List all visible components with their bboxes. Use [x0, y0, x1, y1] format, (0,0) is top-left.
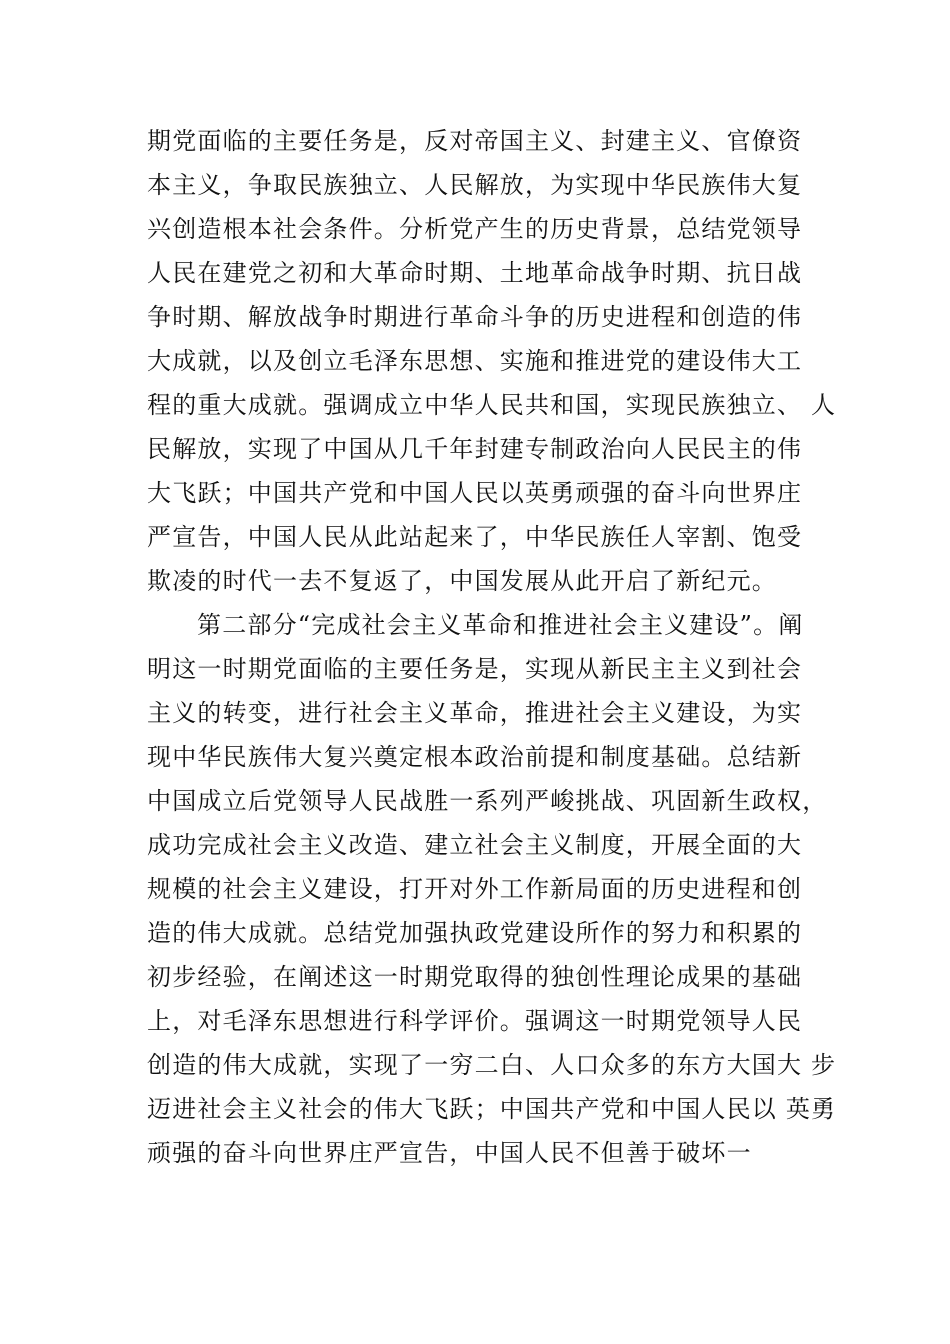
- body-text-line: 规模的社会主义建设，打开对外工作新局面的历史进程和创: [147, 875, 803, 903]
- body-text-line: 初步经验，在阐述这一时期党取得的独创性理论成果的基础: [147, 963, 803, 991]
- body-text-line: 创造的伟大成就，实现了一穷二白、人口众多的东方大国大 步: [147, 1051, 837, 1079]
- body-text-line: 程的重大成就。强调成立中华人民共和国，实现民族独立、 人: [147, 391, 837, 419]
- body-text-line: 顽强的奋斗向世界庄严宣告，中国人民不但善于破坏一: [147, 1139, 752, 1167]
- body-text-line: 欺凌的时代一去不复返了，中国发展从此开启了新纪元。: [147, 567, 777, 595]
- body-text-line: 迈进社会主义社会的伟大飞跃；中国共产党和中国人民以 英勇: [147, 1095, 837, 1123]
- body-text-line: 本主义，争取民族独立、人民解放，为实现中华民族伟大复: [147, 171, 803, 199]
- body-text-line: 民解放，实现了中国从几千年封建专制政治向人民民主的伟: [147, 435, 803, 463]
- body-text-line: 大飞跃；中国共产党和中国人民以英勇顽强的奋斗向世界庄: [147, 479, 803, 507]
- body-text-line: 现中华民族伟大复兴奠定根本政治前提和制度基础。总结新: [147, 743, 803, 771]
- body-text-line: 明这一时期党面临的主要任务是，实现从新民主主义到社会: [147, 655, 803, 683]
- body-text-line: 中国成立后党领导人民战胜一系列严峻挑战、巩固新生政权，: [147, 787, 828, 815]
- body-text-line: 主义的转变，进行社会主义革命，推进社会主义建设，为实: [147, 699, 803, 727]
- body-text-line: 大成就，以及创立毛泽东思想、实施和推进党的建设伟大工: [147, 347, 803, 375]
- body-text-line: 造的伟大成就。总结党加强执政党建设所作的努力和积累的: [147, 919, 803, 947]
- paragraph-heading-line: 第二部分“完成社会主义革命和推进社会主义建设”。阐: [197, 611, 804, 639]
- body-text-line: 上，对毛泽东思想进行科学评价。强调这一时期党领导人民: [147, 1007, 803, 1035]
- body-text-line: 兴创造根本社会条件。分析党产生的历史背景，总结党领导: [147, 215, 803, 243]
- body-text-line: 严宣告，中国人民从此站起来了，中华民族任人宰割、饱受: [147, 523, 803, 551]
- body-text-line: 期党面临的主要任务是，反对帝国主义、封建主义、官僚资: [147, 127, 803, 155]
- body-text-line: 人民在建党之初和大革命时期、土地革命战争时期、抗日战: [147, 259, 803, 287]
- body-text-line: 成功完成社会主义改造、建立社会主义制度，开展全面的大: [147, 831, 803, 859]
- body-text-line: 争时期、解放战争时期进行革命斗争的历史进程和创造的伟: [147, 303, 803, 331]
